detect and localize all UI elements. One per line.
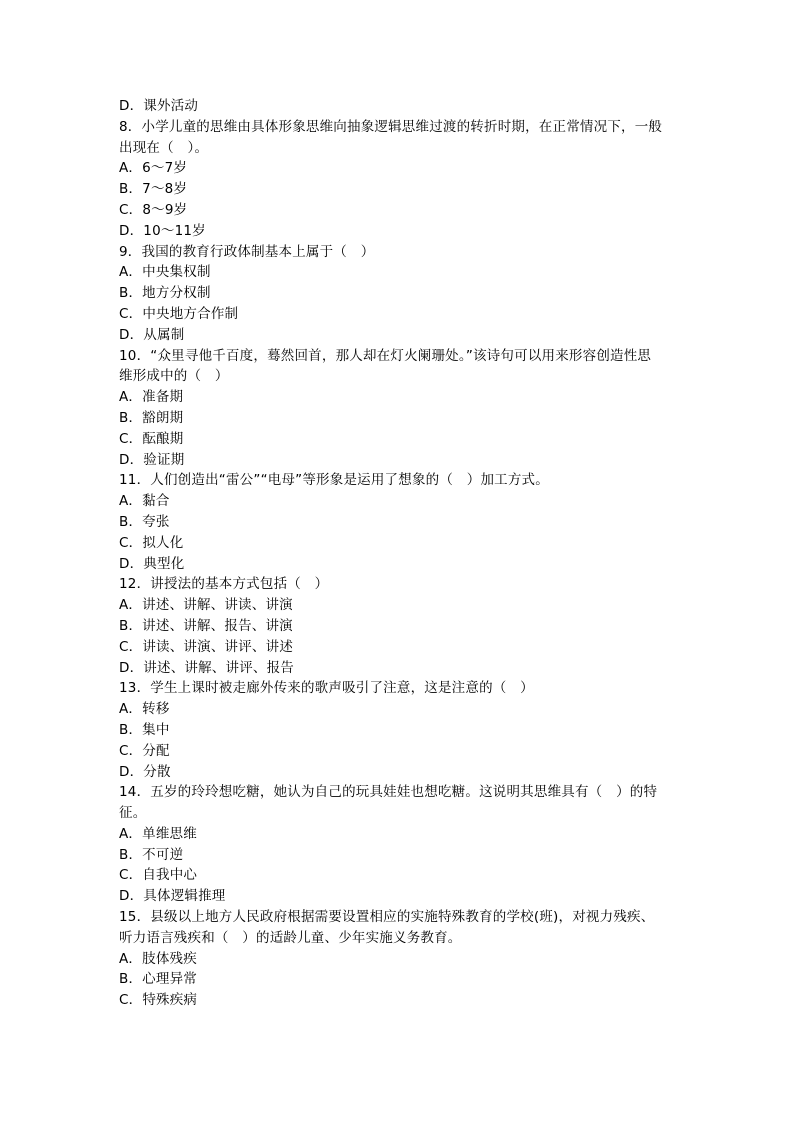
option-text: 讲述、讲解、讲评、报告 — [143, 659, 294, 676]
option-label: A． — [119, 701, 143, 718]
question-13 — [119, 678, 679, 782]
option-text: 讲述、讲解、报告、讲演 — [142, 617, 293, 634]
option-c — [119, 741, 679, 762]
question-15 — [119, 907, 679, 1011]
option-text: 从属制 — [143, 326, 185, 343]
option-label: B． — [119, 846, 143, 863]
question-stem — [119, 346, 679, 367]
option-b — [119, 179, 679, 200]
option-text: 分散 — [143, 763, 171, 780]
question-stem — [119, 907, 679, 928]
stem-text: 我国的教育行政体制基本上属于（ ） — [141, 243, 375, 260]
option-b — [119, 845, 679, 866]
option-label: C． — [119, 305, 143, 322]
option-text: 肢体残疾 — [142, 950, 197, 967]
option-d — [119, 886, 679, 907]
question-number: 12． — [119, 576, 151, 593]
option-label: C． — [119, 430, 143, 447]
question-stem — [119, 470, 679, 491]
option-label: D． — [119, 326, 144, 343]
option-text: 10～11岁 — [143, 222, 206, 239]
option-label: A． — [119, 264, 143, 281]
question-11 — [119, 470, 679, 574]
option-a — [119, 262, 679, 283]
option-text: 心理异常 — [142, 971, 197, 988]
question-9 — [119, 242, 679, 346]
option-a — [119, 595, 679, 616]
question-number: 11． — [119, 472, 151, 489]
option-text: 典型化 — [143, 555, 185, 572]
option-text: 特殊疾病 — [142, 992, 198, 1009]
question-stem — [119, 782, 679, 803]
option-c — [119, 533, 679, 554]
option-label: C． — [119, 992, 143, 1009]
option-d — [119, 554, 679, 575]
option-label: B． — [119, 181, 143, 198]
option-a — [119, 699, 679, 720]
stem-text: 讲授法的基本方式包括（ ） — [150, 576, 329, 593]
option-text: 讲读、讲演、讲评、讲述 — [142, 638, 294, 655]
question-stem-continued: 出现在（ ）。 — [119, 139, 209, 156]
option-c — [119, 304, 679, 325]
option-a — [119, 491, 679, 512]
option-b — [119, 720, 679, 741]
question-12 — [119, 574, 679, 678]
option-text: 酝酿期 — [142, 430, 184, 447]
option-label: A． — [119, 160, 143, 177]
option-d — [119, 221, 679, 242]
option-label: A． — [119, 493, 143, 510]
option-d — [119, 658, 679, 679]
question-number: 14． — [119, 784, 151, 801]
option-text: 不可逆 — [142, 846, 184, 863]
option-text: 验证期 — [143, 451, 185, 468]
option-text: 地方分权制 — [142, 285, 211, 302]
stem-text: 五岁的玲玲想吃糖，她认为自己的玩具娃娃也想吃糖。这说明其思维具有（ ）的特 — [150, 784, 658, 801]
option-text: 集中 — [142, 721, 170, 738]
option-text: 7～8岁 — [142, 181, 188, 198]
question-10 — [119, 346, 679, 471]
option-label: D． — [119, 222, 144, 239]
stem-text: 县级以上地方人民政府根据需要设置相应的实施特殊教育的学校(班)，对视力残疾、 — [150, 909, 655, 926]
option-label: C． — [119, 742, 143, 759]
stem-text: 学生上课时被走廊外传来的歌声吸引了注意，这是注意的（ ） — [150, 680, 534, 697]
question-8 — [119, 117, 679, 242]
question-number: 9． — [119, 243, 142, 260]
option-text: 6～7岁 — [142, 160, 188, 177]
option-label: C． — [119, 638, 143, 655]
option-c — [119, 637, 679, 658]
question-number: 10． — [119, 347, 151, 364]
option-a — [119, 387, 679, 408]
question-number: 15． — [119, 909, 151, 926]
option-a — [119, 824, 679, 845]
question-stem — [119, 574, 679, 595]
option-label: C． — [119, 201, 143, 218]
option-d — [119, 762, 679, 783]
option-text: 8～9岁 — [142, 201, 188, 218]
option-label: A． — [119, 389, 143, 406]
option-text: 讲述、讲解、讲读、讲演 — [142, 597, 293, 614]
question-stem — [119, 678, 679, 699]
question-stem-continued: 维形成中的（ ） — [119, 368, 229, 385]
option-label: A． — [119, 597, 143, 614]
option-label: D． — [119, 451, 144, 468]
option-c — [119, 990, 679, 1011]
option-label: B． — [119, 971, 143, 988]
option-label: D． — [119, 555, 144, 572]
question-14 — [119, 782, 679, 907]
option-b — [119, 283, 679, 304]
stem-text: “众里寻他千百度，蓦然回首，那人却在灯火阑珊处。”该诗句可以用来形容创造性思 — [150, 347, 652, 364]
option-c — [119, 429, 679, 450]
option-b — [119, 408, 679, 429]
option-text: 准备期 — [142, 389, 184, 406]
option-b — [119, 512, 679, 533]
option-d — [119, 325, 679, 346]
option-text: 单维思维 — [142, 825, 197, 842]
option-text: 夸张 — [142, 513, 170, 530]
option-text: 黏合 — [142, 493, 170, 510]
question-stem-continued: 听力语言残疾和（ ）的适龄儿童、少年实施义务教育。 — [119, 929, 462, 946]
option-c — [119, 200, 679, 221]
option-a — [119, 158, 679, 179]
option-b — [119, 616, 679, 637]
option-label: D． — [119, 659, 144, 676]
option-b — [119, 969, 679, 990]
question-stem — [119, 117, 679, 138]
question-stem — [119, 242, 679, 263]
option-text: 分配 — [142, 742, 170, 759]
option-text: 自我中心 — [142, 867, 198, 884]
option-label: B． — [119, 721, 143, 738]
question-number: 13． — [119, 680, 151, 697]
question-stem-continued: 征。 — [119, 805, 147, 822]
option-label: A． — [119, 950, 143, 967]
option-label: B． — [119, 513, 143, 530]
option-label: C． — [119, 867, 143, 884]
stem-text: 人们创造出“雷公”“电母”等形象是运用了想象的（ ）加工方式。 — [150, 472, 549, 489]
option-line — [119, 96, 679, 117]
question-number: 8． — [119, 118, 142, 135]
option-text: 中央地方合作制 — [142, 305, 239, 322]
option-text: 具体逻辑推理 — [143, 888, 226, 905]
option-label: B． — [119, 617, 143, 634]
stem-text: 小学儿童的思维由具体形象思维向抽象逻辑思维过渡的转折时期，在正常情况下，一般 — [141, 118, 663, 135]
option-label: B． — [119, 409, 143, 426]
option-label: D． — [119, 98, 144, 114]
option-label: B． — [119, 285, 143, 302]
option-label: D． — [119, 763, 144, 780]
option-text: 转移 — [142, 701, 170, 718]
option-text: 课外活动 — [143, 98, 199, 114]
option-text: 中央集权制 — [142, 264, 211, 281]
option-text: 拟人化 — [142, 534, 184, 551]
option-text: 豁朗期 — [142, 409, 184, 426]
option-label: A． — [119, 825, 143, 842]
option-d — [119, 450, 679, 471]
option-label: C． — [119, 534, 143, 551]
option-label: D． — [119, 888, 144, 905]
option-c — [119, 865, 679, 886]
option-a — [119, 949, 679, 970]
document-page — [119, 96, 679, 1011]
